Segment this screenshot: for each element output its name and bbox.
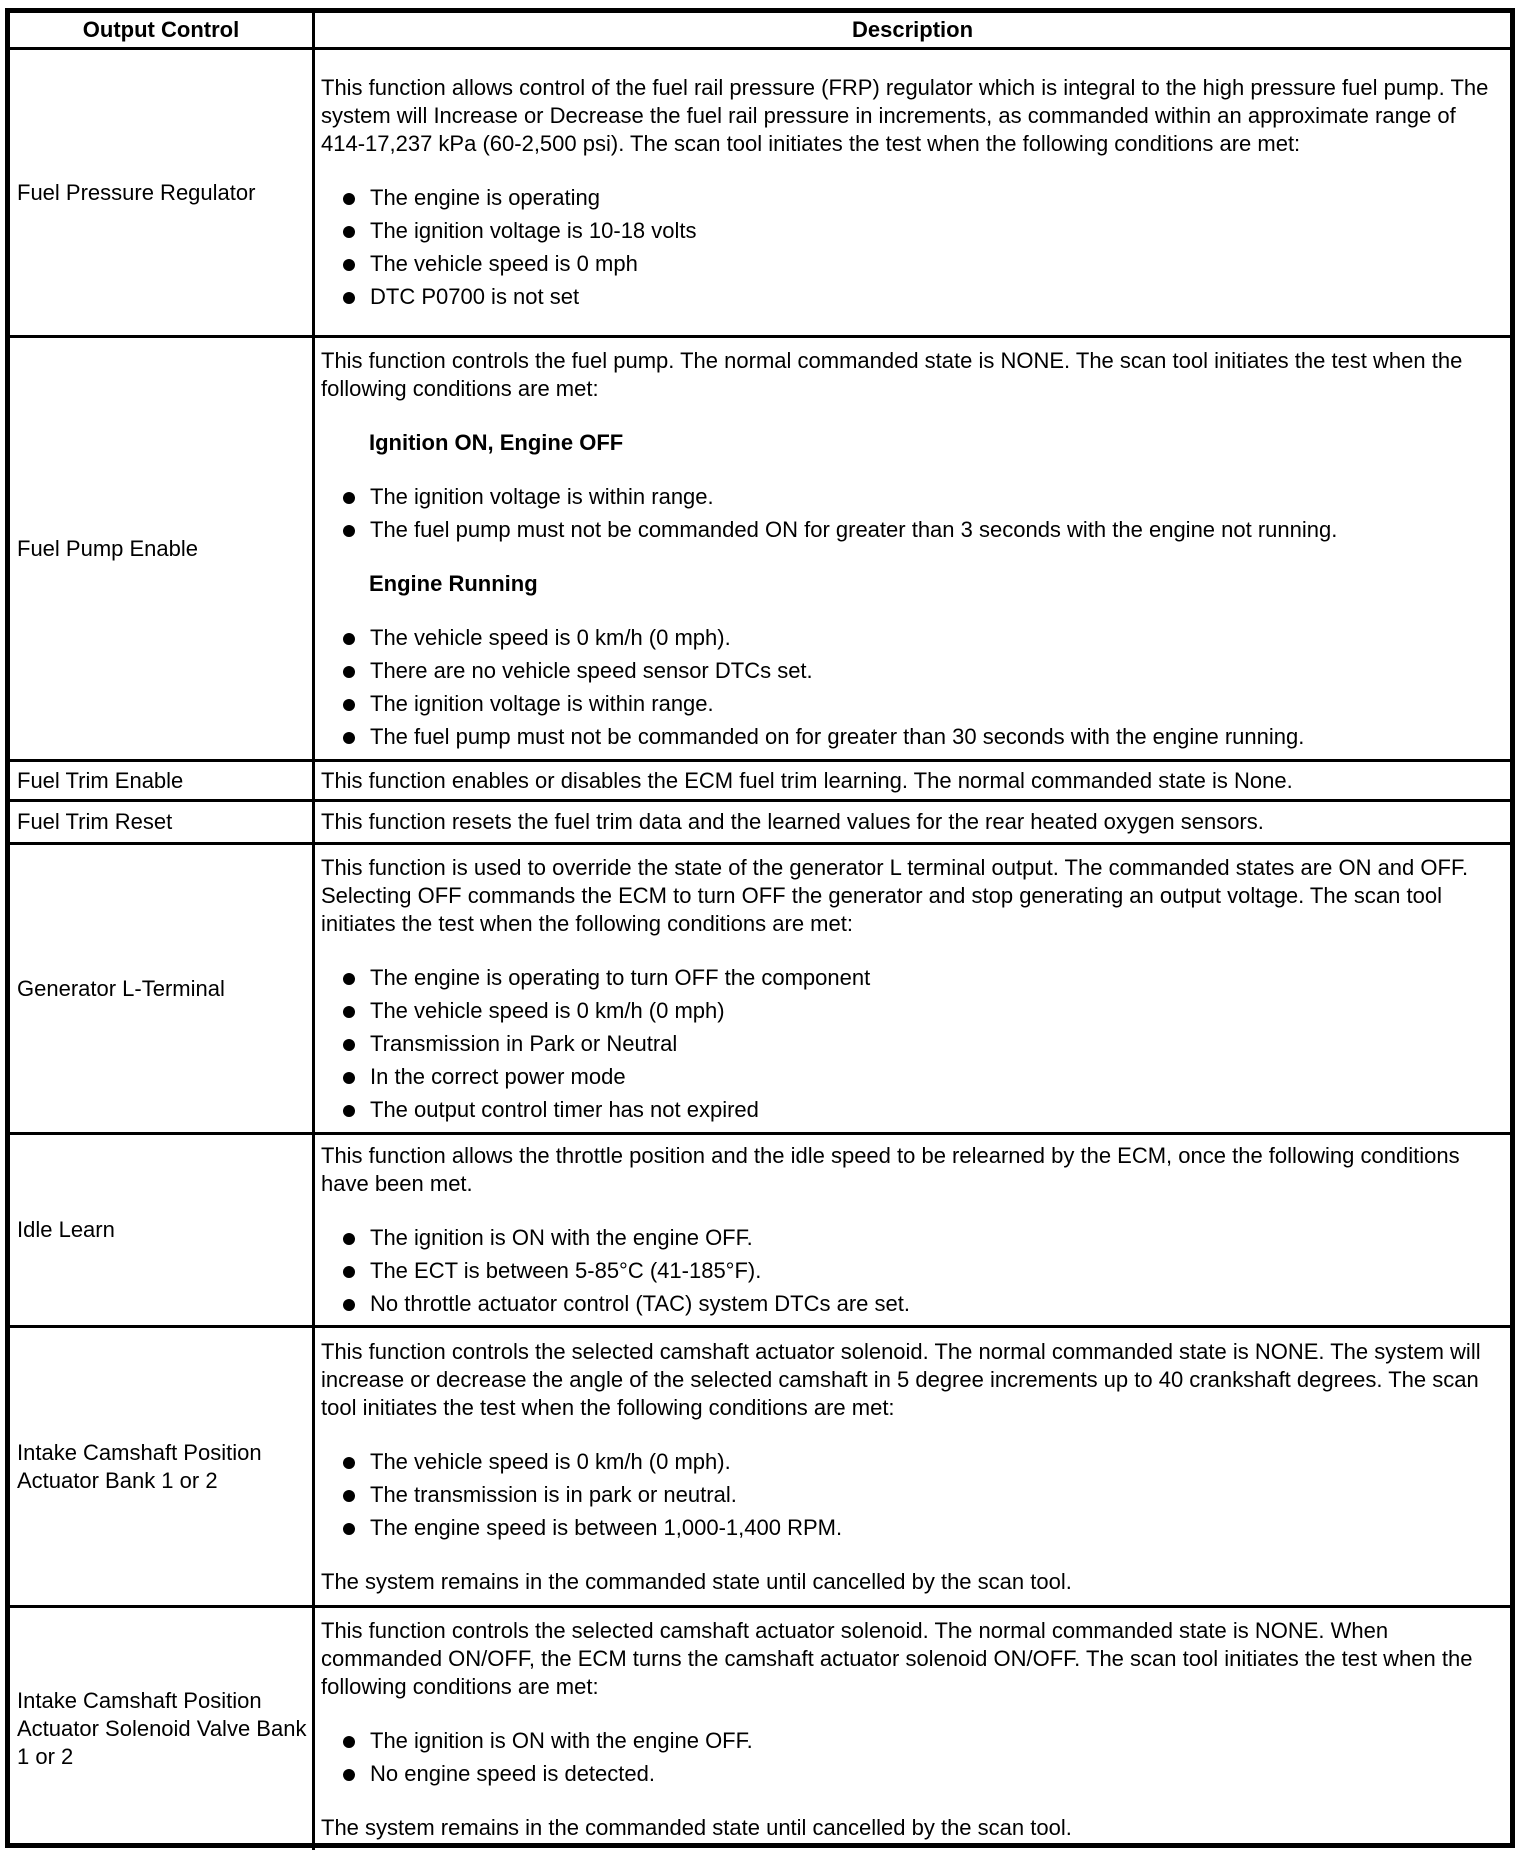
table-row (10, 335, 1510, 759)
bullet-list (321, 1448, 1504, 1542)
bullet-icon (343, 973, 355, 985)
bullet-item (321, 1481, 1504, 1509)
bullet-text: There are no vehicle speed sensor DTCs set. (370, 657, 813, 683)
bullet-icon (343, 1736, 355, 1748)
description-paragraph: This function allows the throttle position and the idle speed to be relearned by the ECM, once the following conditions have been met. (321, 1143, 1460, 1196)
bullet-item (321, 690, 1504, 718)
bullet-item (321, 723, 1504, 751)
description-paragraph: This function enables or disables the ECM fuel trim learning. The normal commanded state is None. (321, 767, 1293, 793)
bullet-item (321, 1224, 1504, 1252)
table-header-row (10, 13, 1510, 47)
bullet-text: The vehicle speed is 0 mph (370, 251, 638, 276)
bullet-icon (343, 1299, 355, 1311)
bullet-text: The fuel pump must not be commanded ON for greater than 3 seconds with the engine not running. (370, 516, 1338, 542)
output-control-label: Fuel Pressure Regulator (17, 179, 256, 205)
bullet-icon (343, 1490, 355, 1502)
output-control-cell (10, 338, 315, 759)
bullet-text: The transmission is in park or neutral. (370, 1481, 737, 1507)
bullet-item (321, 217, 1504, 245)
table-row (10, 1132, 1510, 1325)
bullet-item (321, 964, 1504, 992)
bullet-list (321, 483, 1504, 544)
bullet-icon (343, 1105, 355, 1117)
bullet-text: DTC P0700 is not set (370, 284, 580, 309)
output-control-cell (10, 50, 315, 335)
bullet-item (321, 184, 1504, 212)
column-header-description: Description (851, 17, 974, 42)
bullet-item (321, 516, 1504, 544)
bullet-icon (343, 1266, 355, 1278)
bullet-icon (343, 226, 355, 238)
bullet-item (321, 1727, 1504, 1755)
bullet-icon (343, 666, 355, 678)
output-control-cell (10, 1135, 315, 1325)
description-subheader: Ignition ON, Engine OFF (369, 429, 624, 455)
output-control-label: Fuel Pump Enable (17, 535, 198, 561)
bullet-text: The ignition voltage is within range. (370, 483, 714, 509)
bullet-item (321, 1448, 1504, 1476)
table-row (10, 759, 1510, 799)
output-control-cell (10, 845, 315, 1132)
bullet-text: The ignition is ON with the engine OFF. (370, 1225, 753, 1250)
bullet-icon (343, 633, 355, 645)
bullet-item (321, 997, 1504, 1025)
column-header-output-control: Output Control (10, 13, 315, 47)
bullet-list (321, 1727, 1504, 1788)
bullet-text: The ignition is ON with the engine OFF. (370, 1727, 753, 1753)
description-subheader: Engine Running (369, 570, 538, 596)
description-cell (315, 338, 1510, 759)
bullet-icon (343, 193, 355, 205)
description-paragraph: This function resets the fuel trim data and the learned values for the rear heated oxygen sensors. (321, 809, 1264, 834)
bullet-text: The engine is operating (370, 185, 600, 210)
bullet-item (321, 483, 1504, 511)
bullet-text: The vehicle speed is 0 km/h (0 mph) (370, 997, 725, 1023)
bullet-list (321, 624, 1504, 751)
table-row (10, 1605, 1510, 1850)
description-paragraph: This function is used to override the state of the generator L terminal output. The commanded states are ON and OFF. Selecting OFF commands the ECM to turn OFF the generator and stop generating an output voltage. The scan tool initiates the test when the following conditions are met: (321, 854, 1469, 936)
table-row (10, 47, 1510, 335)
description-paragraph: This function allows control of the fuel rail pressure (FRP) regulator which is integral to the high pressure fuel pump. The system will Increase or Decrease the fuel rail pressure in increments, as commanded within an approximate range of 414-17,237 kPa (60-2,500 psi). The scan tool initiates the test when the following conditions are met: (321, 75, 1489, 156)
output-control-cell (10, 802, 315, 842)
description-cell (315, 802, 1510, 842)
bullet-text: The fuel pump must not be commanded on for greater than 30 seconds with the engine running. (370, 723, 1305, 749)
output-control-label: Fuel Trim Reset (17, 809, 173, 834)
bullet-item (321, 283, 1504, 311)
bullet-text: The vehicle speed is 0 km/h (0 mph). (370, 1448, 731, 1474)
bullet-text: The output control timer has not expired (370, 1096, 759, 1122)
bullet-icon (343, 292, 355, 304)
bullet-item (321, 1514, 1504, 1542)
bullet-icon (343, 1769, 355, 1781)
bullet-item (321, 1030, 1504, 1058)
description-cell (315, 845, 1510, 1132)
output-control-cell (10, 1608, 315, 1850)
description-cell (315, 1328, 1510, 1605)
bullet-text: The engine is operating to turn OFF the component (370, 964, 871, 990)
bullet-item (321, 1257, 1504, 1285)
output-control-cell (10, 762, 315, 799)
table-row (10, 842, 1510, 1132)
table-row (10, 799, 1510, 842)
bullet-text: Transmission in Park or Neutral (370, 1030, 678, 1056)
bullet-text: The ignition voltage is 10-18 volts (370, 218, 697, 243)
bullet-list (321, 184, 1504, 311)
bullet-icon (343, 259, 355, 271)
bullet-icon (343, 525, 355, 537)
output-control-table (5, 8, 1515, 1848)
description-paragraph: This function controls the selected camshaft actuator solenoid. The normal commanded state is NONE. The system will increase or decrease the angle of the selected camshaft in 5 degree increments up to 40 crankshaft degrees. The scan tool initiates the test when the following conditions are met: (321, 1338, 1481, 1420)
bullet-icon (343, 1072, 355, 1084)
bullet-text: The ECT is between 5-85°C (41-185°F). (370, 1258, 762, 1283)
bullet-text: No engine speed is detected. (370, 1760, 655, 1786)
bullet-item (321, 1096, 1504, 1124)
bullet-item (321, 1290, 1504, 1318)
bullet-item (321, 624, 1504, 652)
output-control-label: Idle Learn (17, 1217, 115, 1242)
bullet-icon (343, 699, 355, 711)
description-cell (315, 762, 1510, 799)
description-paragraph: This function controls the selected camshaft actuator solenoid. The normal commanded state is NONE. When commanded ON/OFF, the ECM turns the camshaft actuator solenoid ON/OFF. The scan tool initiates the test when the following conditions are met: (321, 1617, 1473, 1699)
bullet-text: In the correct power mode (370, 1063, 626, 1089)
description-paragraph: The system remains in the commanded state until cancelled by the scan tool. (321, 1814, 1072, 1840)
bullet-icon (343, 1523, 355, 1535)
output-control-label: Intake Camshaft Position Actuator Bank 1 or 2 (17, 1439, 262, 1493)
bullet-icon (343, 1233, 355, 1245)
output-control-label: Intake Camshaft Position Actuator Solenoid Valve Bank 1 or 2 (17, 1688, 307, 1769)
output-control-label: Generator L-Terminal (17, 975, 225, 1001)
bullet-text: No throttle actuator control (TAC) system DTCs are set. (370, 1291, 910, 1316)
bullet-list (321, 1224, 1504, 1318)
output-control-label: Fuel Trim Enable (17, 767, 184, 793)
description-cell (315, 1608, 1510, 1850)
bullet-item (321, 1760, 1504, 1788)
description-cell (315, 50, 1510, 335)
table-row (10, 1325, 1510, 1605)
bullet-item (321, 250, 1504, 278)
description-paragraph: This function controls the fuel pump. The normal commanded state is NONE. The scan tool initiates the test when the following conditions are met: (321, 347, 1463, 401)
description-paragraph: The system remains in the commanded state until cancelled by the scan tool. (321, 1568, 1072, 1594)
bullet-icon (343, 1006, 355, 1018)
bullet-item (321, 1063, 1504, 1091)
bullet-text: The vehicle speed is 0 km/h (0 mph). (370, 624, 731, 650)
bullet-icon (343, 1457, 355, 1469)
bullet-list (321, 964, 1504, 1124)
output-control-cell (10, 1328, 315, 1605)
bullet-icon (343, 1039, 355, 1051)
bullet-icon (343, 732, 355, 744)
bullet-text: The engine speed is between 1,000-1,400 RPM. (370, 1514, 843, 1540)
bullet-icon (343, 492, 355, 504)
bullet-item (321, 657, 1504, 685)
description-cell (315, 1135, 1510, 1325)
bullet-text: The ignition voltage is within range. (370, 690, 714, 716)
